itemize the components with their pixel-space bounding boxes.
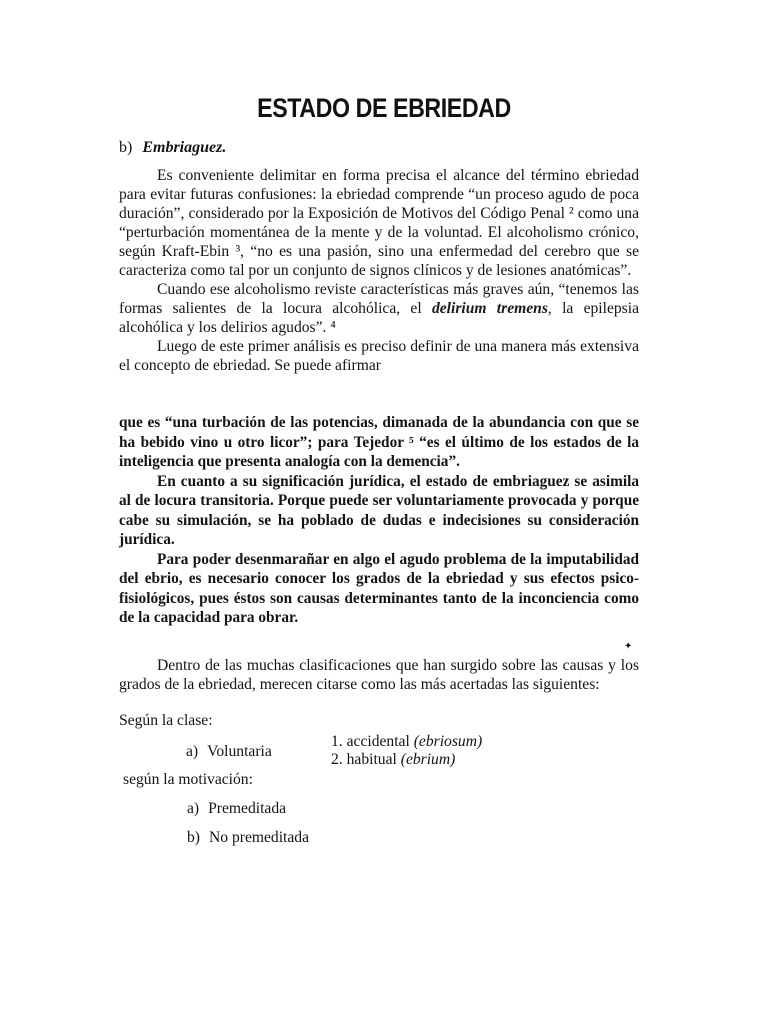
paragraph-5: En cuanto a su significación jurídica, el estado de embriaguez se asimila al de locura transitoria. Porque puede ser voluntariamente provocada y porque cabe su simulación, se ha poblado de dudas e indecisiones su consideración jurídica.	[119, 472, 639, 548]
section-heading	[119, 139, 226, 157]
section-name: Embriaguez.	[142, 139, 227, 156]
premeditada-label: Premeditada	[208, 800, 287, 817]
no-premeditada-label: No premeditada	[209, 829, 310, 846]
paragraph-1: Es conveniente delimitar en forma precisa el alcance del término ebriedad para evitar futuras confusiones: la ebriedad comprende “un proceso agudo de poca duración”, considerado por la Exposición de Motivos del Código Penal ² como una “perturbación momentánea de la mente y de la voluntad. El alcoholismo crónico, según Kraft-Ebin ³, “no es una pasión, sino una enfermedad del cerebro que se caracteriza como tal por un conjunto de signos clínicos y de lesiones anatómicas”.	[119, 167, 639, 279]
paragraph-3: Luego de este primer análisis es preciso definir de una manera más extensiva el concepto de ebriedad. Se puede afirmar	[119, 338, 639, 374]
paragraph-2	[119, 280, 639, 337]
text-block-middle	[119, 413, 639, 628]
paragraph-2-start: Cuando ese alcoholismo reviste características más graves aún, “tenemos las formas salientes de la locura alcohólica, el	[119, 281, 639, 317]
item-2-number: 2.	[331, 751, 343, 768]
item-2-label: habitual	[346, 751, 397, 768]
text-block-lower	[119, 656, 639, 694]
item-1-number: 1.	[331, 733, 343, 750]
classification-premeditada	[187, 800, 286, 818]
classification-item-accidental	[331, 733, 482, 751]
classification-voluntaria	[186, 743, 272, 761]
item-1-label: accidental	[346, 733, 410, 750]
voluntaria-marker: a)	[186, 743, 199, 760]
paragraph-2-italic: delirium tremens	[431, 300, 548, 317]
classification-by-motivation-label: según la motivación:	[123, 771, 253, 788]
paragraph-7: Dentro de las muchas clasificaciones que han surgido sobre las causas y los grados de la ebriedad, merecen citarse como las más acertadas las siguientes:	[119, 657, 639, 693]
classification-by-class-label: Según la clase:	[119, 712, 213, 729]
paragraph-6: Para poder desenmarañar en algo el agudo problema de la imputabilidad del ebrio, es necesario conocer los grados de la ebriedad y sus efectos psico-fisiológicos, pues éstos son causas determinantes tanto de la inconciencia como de la capacidad para obrar.	[119, 550, 639, 626]
page-title: ESTADO DE EBRIEDAD	[257, 93, 511, 123]
margin-star-icon: ✦	[624, 641, 633, 652]
text-block-upper	[119, 166, 639, 375]
item-2-latin: (ebrium)	[400, 751, 456, 768]
voluntaria-label: Voluntaria	[207, 743, 272, 760]
premeditada-marker: a)	[187, 800, 200, 817]
paragraph-2-end: , la epilepsia alcohólica y los delirios agudos”. ⁴	[119, 300, 640, 336]
classification-item-habitual	[331, 751, 455, 769]
section-letter: b)	[119, 139, 133, 156]
item-1-latin: (ebriosum)	[413, 733, 483, 750]
no-premeditada-marker: b)	[187, 829, 200, 846]
classification-no-premeditada	[187, 829, 309, 847]
paragraph-4: que es “una turbación de las potencias, dimanada de la abundancia con que se ha bebido vino u otro licor”; para Tejedor ⁵ “es el último de los estados de la inteligencia que presenta analogía con la demencia”.	[119, 414, 639, 470]
